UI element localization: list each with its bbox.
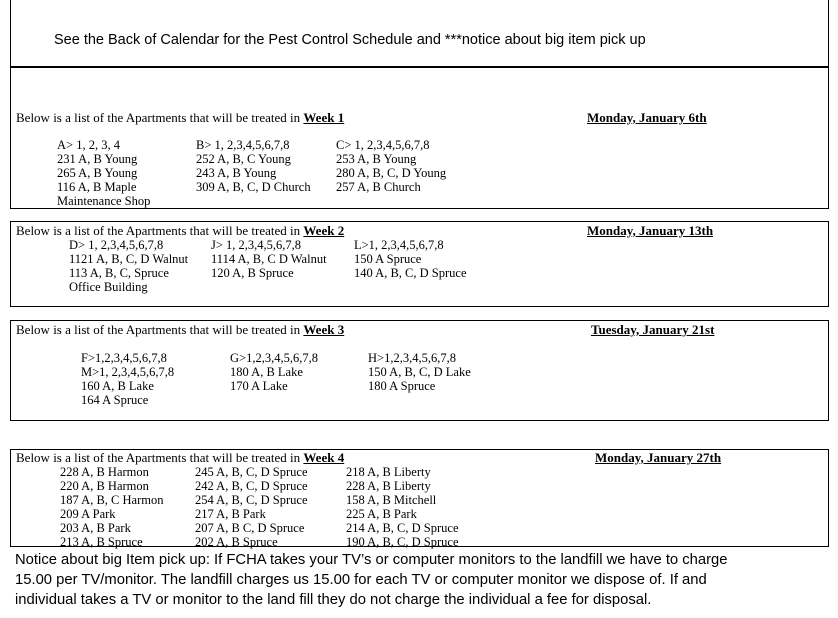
apt-line: Office Building (69, 280, 148, 294)
apt-line: 253 A, B Young (336, 152, 417, 166)
apt-line: 207 A, B C, D Spruce (195, 521, 305, 535)
apt-line: 1121 A, B, C, D Walnut (69, 252, 189, 266)
week-1-col-3 (336, 138, 446, 194)
apt-line: D> 1, 2,3,4,5,6,7,8 (69, 238, 164, 252)
apt-line: 217 A, B Park (195, 507, 266, 521)
apt-line: 231 A, B Young (57, 152, 138, 166)
apt-line: 164 A Spruce (81, 393, 149, 407)
week-3-col-1 (81, 351, 174, 407)
week-3-col-2 (230, 351, 318, 393)
apt-line: 228 A, B Harmon (60, 465, 149, 479)
week-2-heading (16, 223, 344, 239)
apt-line: 254 A, B, C, D Spruce (195, 493, 308, 507)
week-3-col-3 (368, 351, 471, 393)
apt-line: 245 A, B, C, D Spruce (195, 465, 308, 479)
apt-line: B> 1, 2,3,4,5,6,7,8 (196, 138, 290, 152)
week-4-date: Monday, January 27th (595, 450, 722, 465)
apt-line: 158 A, B Mitchell (346, 493, 437, 507)
apt-line: 309 A, B, C, D Church (196, 180, 311, 194)
week-1-date: Monday, January 6th (587, 110, 707, 125)
apt-line: 203 A, B Park (60, 521, 131, 535)
week-3-heading (16, 322, 344, 338)
apt-line: 180 A, B Lake (230, 365, 303, 379)
apt-line: 220 A, B Harmon (60, 479, 149, 493)
apt-line: G>1,2,3,4,5,6,7,8 (230, 351, 318, 365)
week-4-heading (16, 450, 344, 466)
apt-line: 113 A, B, C, Spruce (69, 266, 169, 280)
week-2-label: Week 2 (303, 223, 345, 238)
apt-line: A> 1, 2, 3, 4 (57, 138, 120, 152)
week-2-col-1 (69, 238, 188, 294)
week-4-col-2 (195, 465, 308, 549)
apt-line: 225 A, B Park (346, 507, 417, 521)
apt-line: 160 A, B Lake (81, 379, 154, 393)
week-intro: Below is a list of the Apartments that will be treated in (16, 110, 301, 125)
apt-line: 280 A, B, C, D Young (336, 166, 447, 180)
notice-line: individual takes a TV or monitor to the land fill they do not charge the individual a fee for disposal. (15, 592, 652, 608)
apt-line: 265 A, B Young (57, 166, 138, 180)
apt-line: 252 A, B, C Young (196, 152, 291, 166)
apt-line: 213 A, B Spruce (60, 535, 143, 549)
apt-line: 116 A, B Maple (57, 180, 137, 194)
notice-line: Notice about big Item pick up: If FCHA takes your TV’s or computer monitors to the landfill we have to charge (15, 552, 728, 568)
week-intro: Below is a list of the Apartments that will be treated in (16, 450, 301, 465)
big-item-notice (15, 550, 825, 610)
notice-line: 15.00 per TV/monitor. The landfill charges us 15.00 for each TV or computer monitor we dispose of. If and (15, 572, 707, 588)
apt-line: 209 A Park (60, 507, 116, 521)
week-intro: Below is a list of the Apartments that will be treated in (16, 322, 301, 337)
top-notice: See the Back of Calendar for the Pest Control Schedule and ***notice about big item pick up (54, 32, 646, 48)
week-intro: Below is a list of the Apartments that will be treated in (16, 223, 301, 238)
week-3-label: Week 3 (303, 322, 345, 337)
week-1-heading (16, 110, 344, 126)
apt-line: 1114 A, B, C D Walnut (211, 252, 327, 266)
apt-line: C> 1, 2,3,4,5,6,7,8 (336, 138, 430, 152)
apt-line: 190 A, B, C, D Spruce (346, 535, 459, 549)
apt-line: M>1, 2,3,4,5,6,7,8 (81, 365, 175, 379)
apt-line: 228 A, B Liberty (346, 479, 431, 493)
apt-line: J> 1, 2,3,4,5,6,7,8 (211, 238, 302, 252)
apt-line: 180 A Spruce (368, 379, 436, 393)
week-4-label: Week 4 (303, 450, 345, 465)
apt-line: F>1,2,3,4,5,6,7,8 (81, 351, 167, 365)
week-2-date: Monday, January 13th (587, 223, 714, 238)
apt-line: Maintenance Shop (57, 194, 151, 208)
week-1-col-2 (196, 138, 311, 194)
apt-line: 120 A, B Spruce (211, 266, 294, 280)
apt-line: 150 A, B, C, D Lake (368, 365, 471, 379)
apt-line: 140 A, B, C, D Spruce (354, 266, 467, 280)
apt-line: H>1,2,3,4,5,6,7,8 (368, 351, 456, 365)
week-3-date: Tuesday, January 21st (591, 322, 715, 337)
apt-line: L>1, 2,3,4,5,6,7,8 (354, 238, 444, 252)
apt-line: 202 A, B Spruce (195, 535, 278, 549)
apt-line: 170 A Lake (230, 379, 288, 393)
week-1-label: Week 1 (303, 110, 345, 125)
week-4-col-3 (346, 465, 459, 549)
week-2-col-3 (354, 238, 467, 280)
apt-line: 214 A, B, C, D Spruce (346, 521, 459, 535)
week-2-col-2 (211, 238, 327, 280)
apt-line: 187 A, B, C Harmon (60, 493, 164, 507)
apt-line: 257 A, B Church (336, 180, 421, 194)
apt-line: 243 A, B Young (196, 166, 277, 180)
week-4-col-1 (60, 465, 163, 549)
week-1-col-1 (57, 138, 150, 208)
apt-line: 150 A Spruce (354, 252, 422, 266)
apt-line: 218 A, B Liberty (346, 465, 431, 479)
apt-line: 242 A, B, C, D Spruce (195, 479, 308, 493)
